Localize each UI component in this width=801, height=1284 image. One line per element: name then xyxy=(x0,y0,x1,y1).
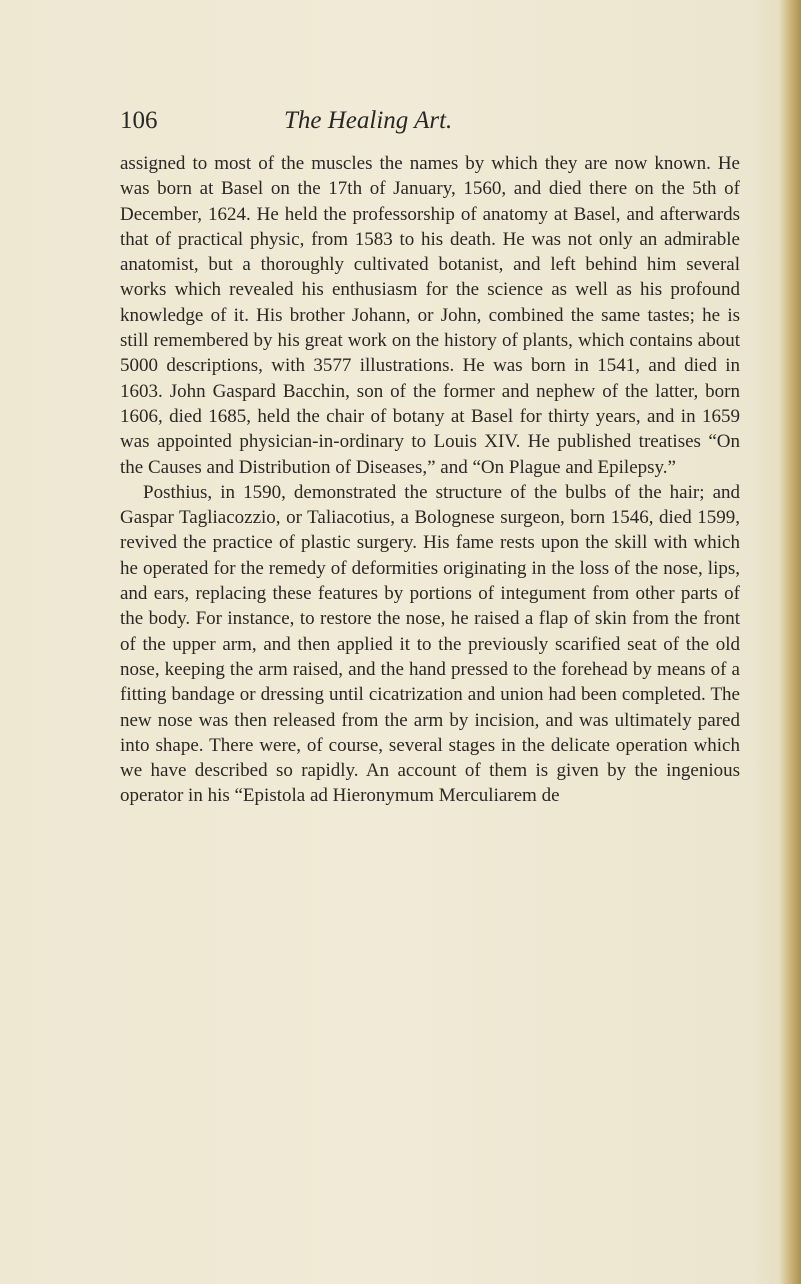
running-title: The Healing Art. xyxy=(284,107,453,134)
page-edge-shadow xyxy=(779,0,801,1284)
paragraph-posthius: Posthius, in 1590, demonstrated the structure of the bulbs of the hair; and Gaspar Tagliacozzio, or Taliacotius, a Bolognese surgeon, born 1546, died 1599, revived the practice of plastic surgery. His fame rests upon the skill with which he operated for the remedy of deformities originating in the loss of the nose, lips, and ears, replacing these features by portions of integument from other parts of the body. For instance, to restore the nose, he raised a flap of skin from the front of the upper arm, and then applied it to the previously scarified seat of the old nose, keeping the arm raised, and the hand pressed to the forehead by means of a fitting bandage or dressing until cicatrization and union had been completed. The new nose was then released from the arm by incision, and was ultimately pared into shape. There were, of course, several stages in the delicate operation which we have described so rapidly. An account of them is given by the ingenious operator in his “Epistola ad Hieronymum Merculiarem de xyxy=(120,481,740,807)
page-number: 106 xyxy=(120,107,158,134)
body-text xyxy=(120,151,740,809)
page-header xyxy=(120,103,740,139)
paragraph-continued: assigned to most of the muscles the names by which they are now known. He was born at Basel on the 17th of January, 1560, and died there on the 5th of December, 1624. He held the professorship of anatomy at Basel, and afterwards that of practical physic, from 1583 to his death. He was not only an admirable anatomist, but a thoroughly cultivated botanist, and left behind him several works which revealed his enthusiasm for the science as well as his profound knowledge of it. His brother Johann, or John, combined the same tastes; he is still remembered by his great work on the history of plants, which contains about 5000 descriptions, with 3577 illustrations. He was born in 1541, and died in 1603. John Gaspard Bacchin, son of the former and nephew of the latter, born 1606, died 1685, held the chair of botany at Basel for thirty years, and in 1659 was appointed physician-in-ordinary to Louis XIV. He published treatises “On the Causes and Distribution of Diseases,” and “On Plague and Epilepsy.” xyxy=(120,153,740,478)
